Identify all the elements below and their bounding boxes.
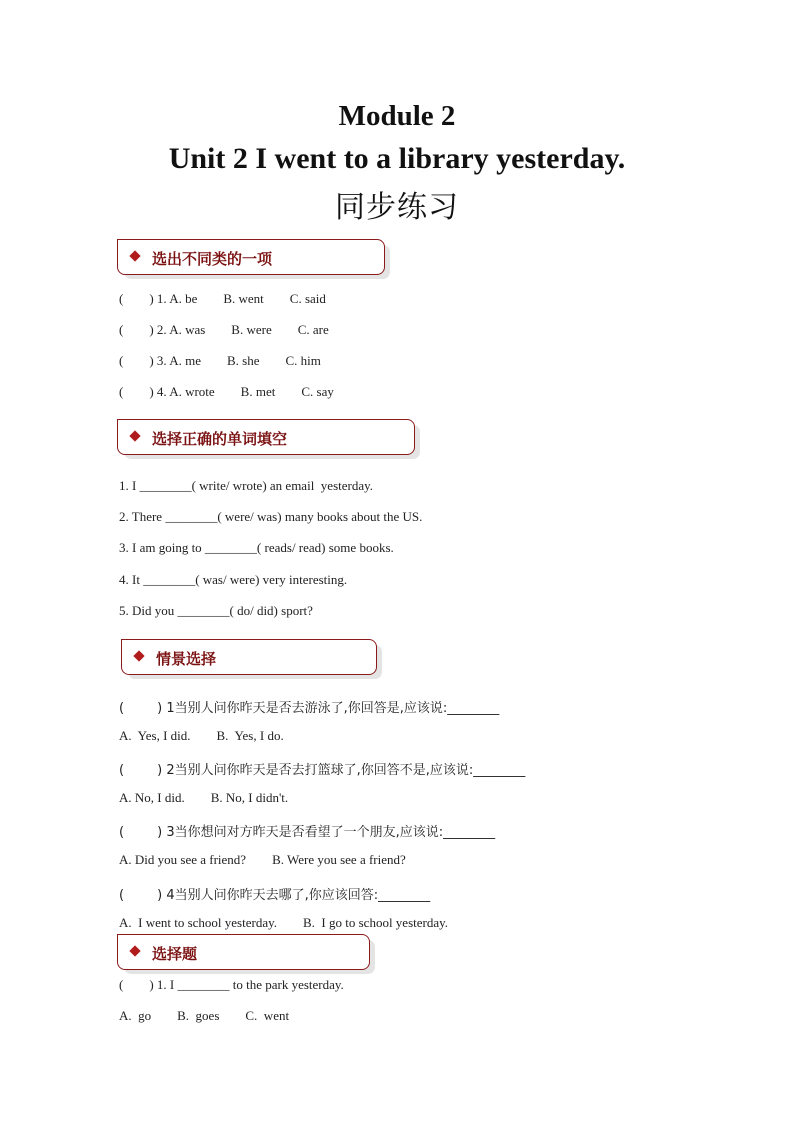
section-heading-multiple-choice — [117, 934, 370, 970]
title-unit: Unit 2 I went to a library yesterday. — [168, 142, 626, 175]
section-heading-situational — [121, 639, 377, 675]
diamond-bullet-icon — [133, 650, 144, 661]
section-heading-label: 选择正确的单词填空 — [152, 430, 288, 448]
answer-options: A. go B. goes C. went — [119, 1008, 290, 1023]
section-heading-label: 选择题 — [152, 945, 198, 963]
question-line — [119, 697, 499, 716]
question-line: 4. It ________( was/ were) very interesting. — [119, 572, 348, 587]
answer-options: A. Yes, I did. B. Yes, I do. — [119, 728, 284, 743]
question-text: ( ) 1当别人问你昨天是否去游泳了,你回答是,应该说:________ — [119, 701, 500, 716]
question-text: ( ) 4当别人问你昨天去哪了,你应该回答:________ — [119, 888, 431, 903]
section-heading-label: 选出不同类的一项 — [152, 250, 273, 268]
diamond-bullet-icon — [129, 945, 140, 956]
answer-options: A. I went to school yesterday. B. I go to school yesterday. — [119, 915, 449, 930]
answer-options: A. Did you see a friend? B. Were you see a friend? — [119, 852, 406, 867]
question-line: ( ) 1. A. be B. went C. said — [119, 291, 326, 306]
title-module: Module 2 — [338, 100, 456, 132]
section-heading-label: 情景选择 — [156, 650, 217, 668]
answer-options: A. No, I did. B. No, I didn't. — [119, 790, 289, 805]
question-text: ( ) 3当你想问对方昨天是否看望了一个朋友,应该说:________ — [119, 825, 496, 840]
question-line — [119, 759, 525, 778]
question-line — [119, 884, 430, 903]
question-line: 1. I ________( write/ wrote) an email yesterday. — [119, 478, 374, 493]
question-text: ( ) 2当别人问你昨天是否去打篮球了,你回答不是,应该说:________ — [119, 763, 526, 778]
section-heading-fill-blank — [117, 419, 415, 455]
diamond-bullet-icon — [129, 430, 140, 441]
question-line: 2. There ________( were/ was) many books about the US. — [119, 509, 423, 524]
question-line: ( ) 4. A. wrote B. met C. say — [119, 384, 334, 399]
question-line — [119, 821, 495, 840]
title-subtitle: 同步练习 — [335, 190, 459, 225]
question-line: ( ) 3. A. me B. she C. him — [119, 353, 321, 368]
question-line: ( ) 2. A. was B. were C. are — [119, 322, 329, 337]
question-line: ( ) 1. I ________ to the park yesterday. — [119, 977, 344, 992]
diamond-bullet-icon — [129, 250, 140, 261]
section-heading-odd-one-out — [117, 239, 385, 275]
question-line: 3. I am going to ________( reads/ read) some books. — [119, 540, 394, 555]
question-line: 5. Did you ________( do/ did) sport? — [119, 603, 313, 618]
